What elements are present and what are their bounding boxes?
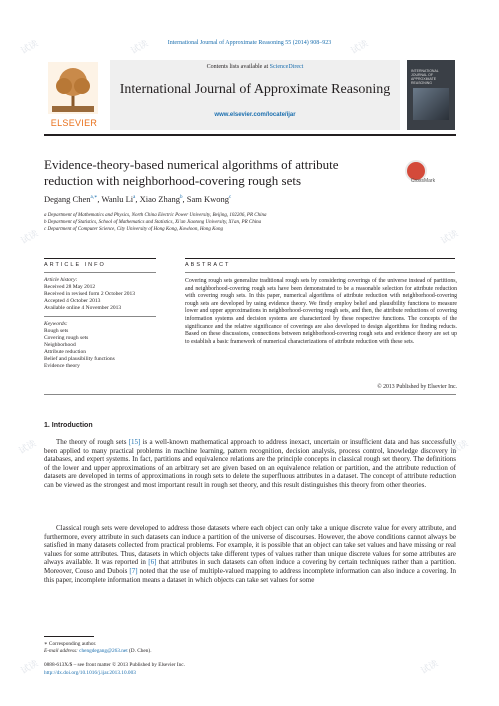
- article-title: [44, 157, 374, 189]
- paragraph: [44, 438, 456, 490]
- author-name[interactable]: Xiao Zhang: [139, 194, 181, 204]
- keyword: Neighborhood: [44, 342, 76, 348]
- author-affiliation-mark[interactable]: c: [229, 195, 232, 201]
- divider: [44, 258, 156, 259]
- abstract-copyright: © 2013 Published by Elsevier Inc.: [377, 384, 457, 390]
- divider: [185, 258, 455, 259]
- history-label: Article history:: [44, 277, 78, 283]
- email-suffix: (D. Chen).: [127, 648, 152, 654]
- abstract-text: Covering rough sets generalize traditional rough sets by considering coverings of the universe instead of partitions, and neighborhood-covering rough sets have been demonstrated to be a reasonable selection for attribute reduction with covering rough sets. In this paper, numerical algorithms of attribute reduction with neighborhood-covering rough sets are developed by using evidence theory. We firstly employ belief and plausibility functions to measure lower and upper approximations in neighborhood-covering rough sets, and then, the attribute reductions of covering information systems and decision systems are characterized by these respective functions. The concepts of the significance and the relative significance of coverings are also developed to design algorithms for finding reducts. Based on these discussions, connections between neighborhood-covering rough sets and evidence theory are set up to establish a basic framework of numerical characterizations of attribute reduction with these sets.: [185, 278, 457, 345]
- watermark: 试读: [449, 438, 471, 457]
- corresponding-author-note: ∗ Corresponding author.: [44, 641, 97, 647]
- article-title-line: Evidence-theory-based numerical algorithms of attribute: [44, 157, 339, 172]
- history-item: Accepted 4 October 2013: [44, 298, 101, 304]
- author-list: Degang Chen$^{a,∗}$, Wanlu Li$^a$, Xiao Zhang$^b$, Sam Kwong$^c$: [44, 194, 232, 204]
- citation-link[interactable]: [15]: [128, 438, 141, 446]
- issn-line: 0888-613X/$ – see front matter © 2013 Published by Elsevier Inc.: [44, 662, 185, 668]
- divider: [44, 272, 156, 273]
- paragraph-text: is a well-known mathematical approach to address inexact, uncertain or insufficient data and has successfully been applied to many practical problems in machine learning, pattern recognition, decision analysis, process control, knowledge discovery in databases, and expert systems. In fact, partitions and equivalence relations are the principle concepts in classical rough set theory. The definitions of the lower and upper approximations of an arbitrary set are given based on an equivalence relation or partition, and the attribute reduction of datasets are developed in terms of approximations in rough sets to delete the superfluous attributes in a dataset. The concept of attribute reduction can be viewed as the strongest and most important result in rough set theory, and this result distinguishes this theory from other theories.: [44, 438, 457, 489]
- sciencedirect-link[interactable]: ScienceDirect: [269, 64, 304, 70]
- watermark: 试读: [439, 228, 461, 247]
- keyword: Attribute reduction: [44, 349, 87, 355]
- watermark: 试读: [19, 38, 41, 57]
- keywords-label: Keywords:: [44, 321, 68, 327]
- affiliation: a Department of Mathematics and Physics, North China Electric Power University, Beijing, 102206, PR China: [44, 213, 267, 218]
- paragraph-text: that attributes in such datasets can often induce a covering by certain techniques rather than a partition. Moreover, Couso and Dubois: [44, 558, 456, 575]
- article-history: [44, 277, 174, 312]
- cover-artwork: [413, 88, 449, 120]
- keyword: Belief and plausibility functions: [44, 356, 115, 362]
- contents-line: [110, 64, 400, 70]
- author-name[interactable]: Degang Chen: [44, 194, 91, 204]
- article-title-line: reduction with neighborhood-covering rough sets: [44, 173, 302, 188]
- cover-title: INTERNATIONAL JOURNAL OF APPROXIMATE REASONING: [411, 69, 439, 85]
- paragraph-text: Classical rough sets were developed to address those datasets where each object can only take a unique discrete value for every attribute, and furthermore, every attribute in such datasets can induce a partition of the universe of discourses. However, the above conditions cannot always be satisfied in many datasets collected from practical problems. For example, it is possible that an object can take set values and have missing or real values for some attributes. Thus, datasets in which objects take different types of values rather than unique discrete values for some attributes are always available. It was reported in: [44, 524, 456, 567]
- affiliation: c Department of Computer Science, City University of Hong Kong, Kowloon, Hong Kong: [44, 227, 224, 232]
- journal-url-link[interactable]: www.elsevier.com/locate/ijar: [214, 112, 296, 118]
- journal-cover-image: [407, 60, 455, 130]
- author-name[interactable]: Sam Kwong: [186, 194, 230, 204]
- crossmark-label[interactable]: CrossMark: [410, 178, 436, 184]
- elsevier-wordmark: ELSEVIER: [50, 118, 98, 128]
- history-item: Received 28 May 2012: [44, 284, 96, 290]
- doi-link[interactable]: http://dx.doi.org/10.1016/j.ijar.2013.10.003: [44, 670, 136, 676]
- citation-link[interactable]: [7]: [129, 566, 138, 575]
- section-heading: 1. Introduction: [44, 422, 93, 429]
- watermark: 试读: [17, 438, 39, 457]
- abstract-heading: ABSTRACT: [185, 262, 231, 268]
- email-link[interactable]: chengdegang@263.net: [79, 648, 128, 654]
- watermark: 试读: [19, 658, 41, 677]
- watermark: 试读: [349, 38, 371, 57]
- history-item: Available online 4 November 2013: [44, 305, 122, 311]
- watermark: 试读: [19, 228, 41, 247]
- paragraph-text: noted that the use of multiple-valued mapping to address incomplete information can also induce a covering. In this paper, incomplete information means a dataset in which objects can take set values for some: [44, 566, 457, 584]
- affiliation: b Department of Statistics, School of Mathematics and Statistics, Xi'an Jiaotong University, Xi'an, PR China: [44, 220, 262, 225]
- author-name[interactable]: Wanlu Li: [101, 194, 134, 204]
- watermark: 试读: [419, 658, 441, 677]
- article-info-heading: ARTICLE INFO: [44, 262, 106, 268]
- email-label: E-mail address:: [44, 648, 80, 654]
- divider: [44, 316, 156, 317]
- citation-link[interactable]: [6]: [148, 558, 157, 567]
- journal-reference[interactable]: International Journal of Approximate Reasoning 55 (2014) 908–923: [167, 40, 332, 46]
- footnote-rule: [44, 636, 94, 637]
- divider: [44, 394, 456, 395]
- watermark: 试读: [129, 38, 151, 57]
- history-item: Received in revised form 2 October 2013: [44, 291, 136, 297]
- keyword: Rough sets: [44, 328, 69, 334]
- author-affiliation-mark[interactable]: a: [133, 195, 136, 201]
- paragraph: [44, 524, 456, 584]
- paragraph-text: The theory of rough sets: [56, 438, 129, 446]
- email-line: [44, 648, 344, 655]
- keyword: Evidence theory: [44, 363, 80, 369]
- keywords: [44, 321, 174, 370]
- journal-title: International Journal of Approximate Reasoning: [119, 82, 391, 97]
- keyword: Covering rough sets: [44, 335, 89, 341]
- author-affiliation-mark[interactable]: b: [180, 195, 183, 201]
- contents-prefix: Contents lists available at: [206, 64, 270, 70]
- divider: [185, 272, 455, 273]
- author-affiliation-mark[interactable]: a,∗: [90, 195, 98, 201]
